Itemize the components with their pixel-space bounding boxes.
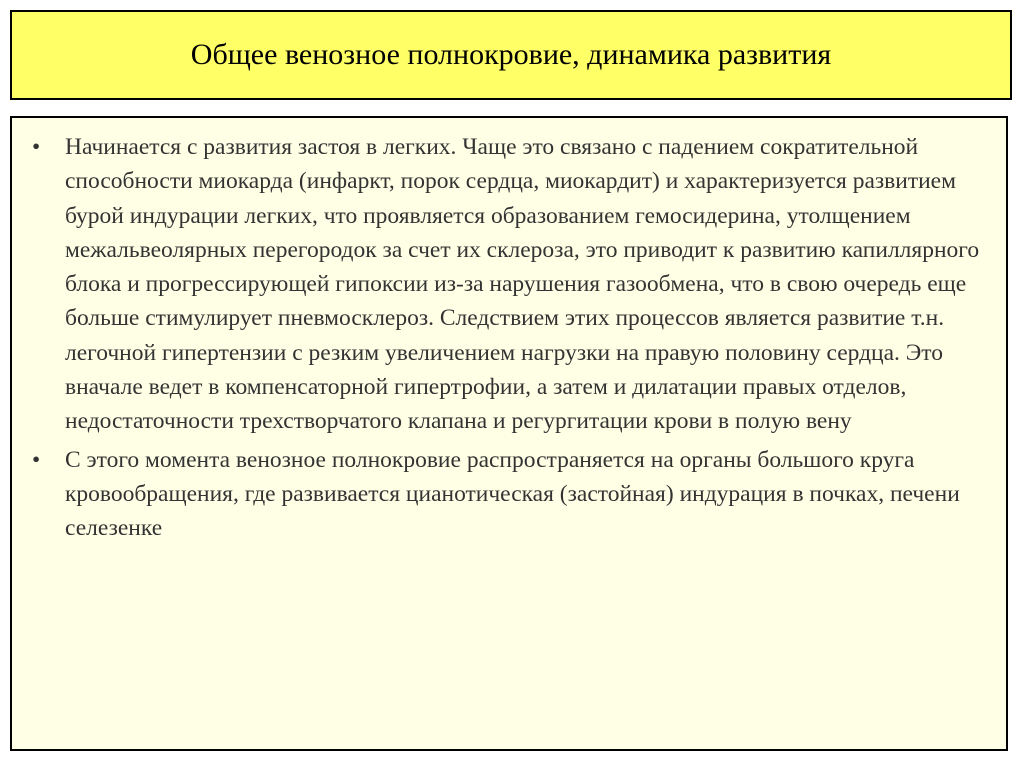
title-box xyxy=(10,10,1012,100)
bullet-text-2: С этого момента венозное полнокровие распространяется на органы большого круга кровообращения, где развивается цианотическая (застойная) индурация в почках, печени селезенке xyxy=(65,446,960,542)
bullet-list xyxy=(12,118,1006,546)
bullet-marker: • xyxy=(32,134,41,160)
bullet-text-1: Начинается с развития застоя в легких. Чаще это связано с падением сократительной способности миокарда (инфаркт, порок сердца, миокардит) и характеризуется развитием бурой индурации легких, что проявляется образованием гемосидерина, утолщением межальвеолярных перегородок за счет их склероза, это приводит к развитию капиллярного блока и прогрессирующей гипоксии из-за нарушения газообмена, что в свою очередь еще больше стимулирует пневмосклероз. Следствием этих процессов является развитие т.н. легочной гипертензии с резким увеличением нагрузки на правую половину сердца. Это вначале ведет в компенсаторной гипертрофии, а затем и дилатации правых отделов, недостаточности трехстворчатого клапана и регургитации крови в полую вену xyxy=(65,134,980,435)
bullet-item-1 xyxy=(32,130,988,439)
bullet-marker: • xyxy=(32,446,41,473)
bullet-item-2 xyxy=(32,443,988,546)
content-box xyxy=(10,116,1008,751)
slide-title: Общее венозное полнокровие, динамика развития xyxy=(190,38,832,71)
